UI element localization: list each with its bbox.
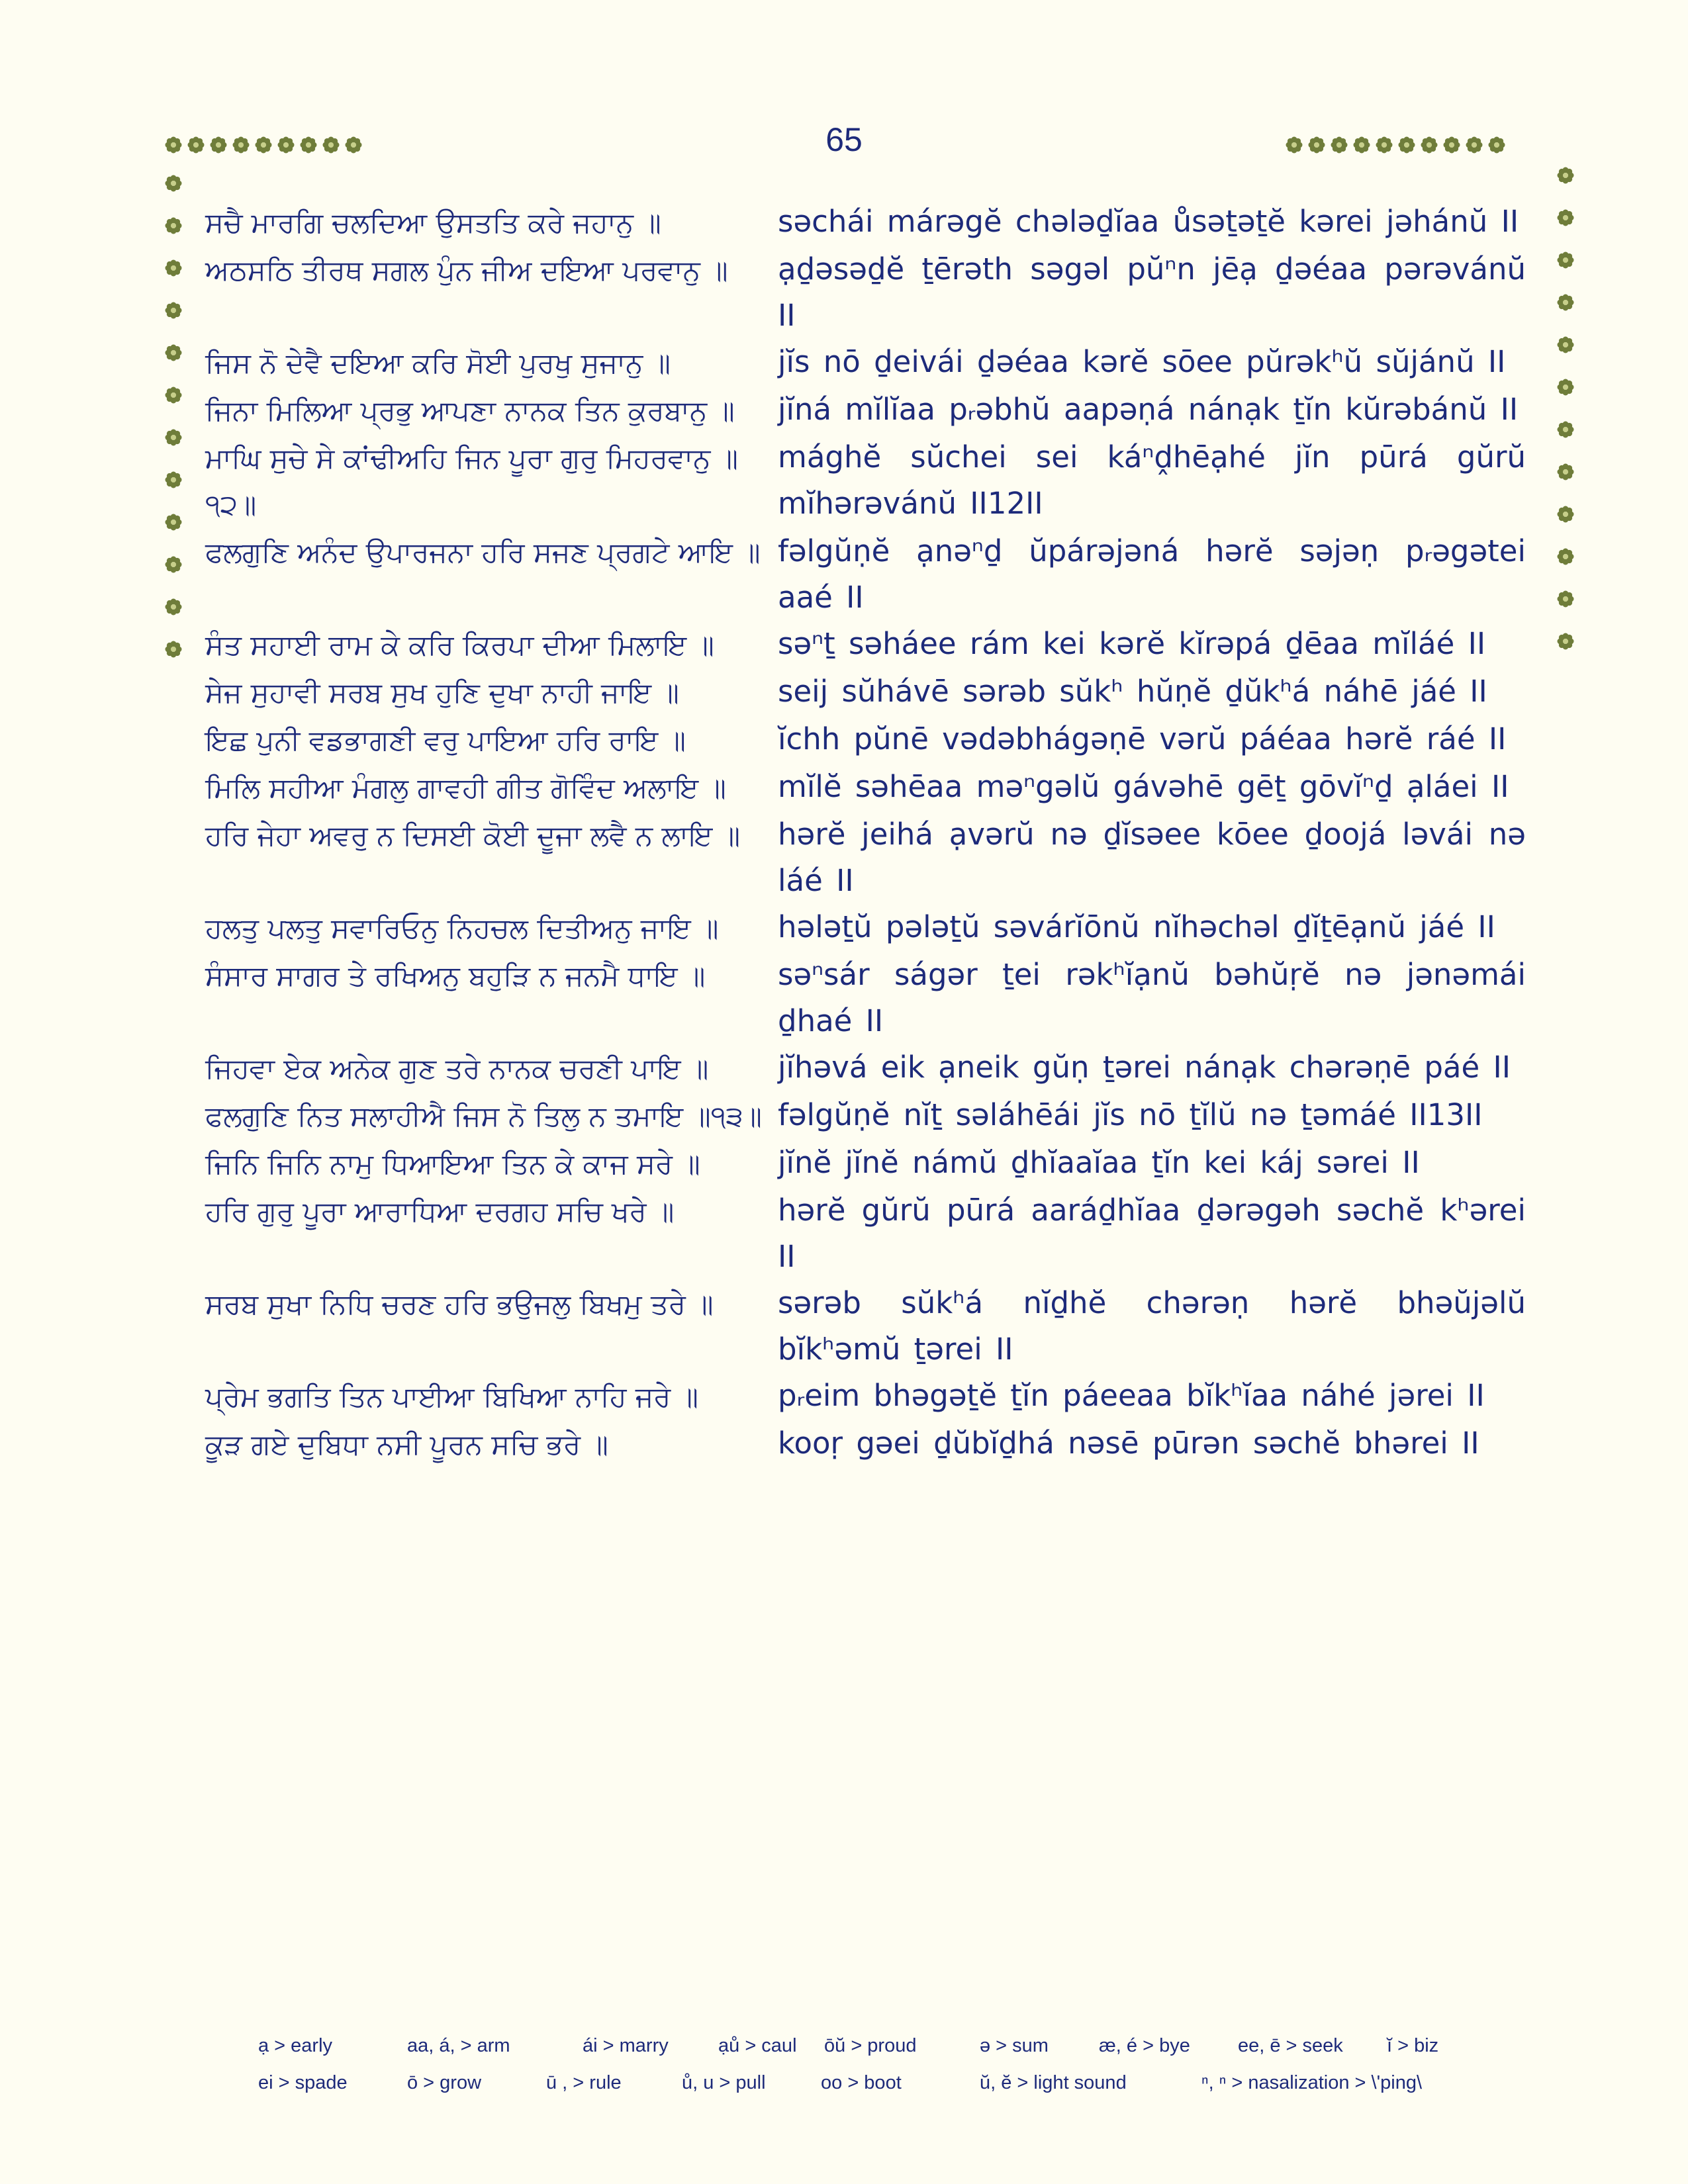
flower-ornament-icon — [1556, 504, 1575, 524]
flower-ornament-icon — [254, 135, 273, 155]
flower-ornament-icon — [164, 597, 183, 617]
legend-entry: ⁿ, ⁿ > nasalization > \'ping\ — [1201, 2072, 1423, 2093]
flower-ornament-icon — [1464, 135, 1484, 155]
verse-row — [205, 528, 1529, 621]
flower-ornament-icon — [1329, 135, 1349, 155]
flower-ornament-icon — [1556, 631, 1575, 651]
flower-ornament-icon — [299, 135, 318, 155]
verse-row — [205, 199, 1529, 246]
gurmukhi-line: ਫਲਗੁਣਿ ਨਿਤ ਸਲਾਹੀਐ ਜਿਸ ਨੋ ਤਿਲੁ ਨ ਤਮਾਇ ॥੧੩॥ — [205, 1100, 762, 1132]
verse-row — [205, 764, 1529, 811]
gurmukhi-line: ਪ੍ਰੇਮ ਭਗਤਿ ਤਿਨ ਪਾਈਆ ਬਿਖਿਆ ਨਾਹਿ ਜਰੇ ॥ — [205, 1381, 698, 1413]
flower-ornament-icon — [1556, 165, 1575, 185]
verse-row — [205, 387, 1529, 434]
transliteration-line: jĭhəvá eik ạneik gŭṇ ṯərei nánạk chərəṇē páé II — [778, 1050, 1511, 1085]
transliteration-line: sərəb sŭkʰá nĭḏhĕ chərəṇ hərĕ bhəŭjəlŭ bĭkʰəmŭ ṯərei II — [778, 1285, 1526, 1367]
gurmukhi-line: ਸੰਤ ਸਹਾਈ ਰਾਮ ਕੇ ਕਰਿ ਕਿਰਪਾ ਦੀਆ ਮਿਲਾਇ ॥ — [205, 629, 714, 661]
flower-ornament-icon — [164, 555, 183, 574]
gurmukhi-line: ਇਛ ਪੁਨੀ ਵਡਭਾਗਣੀ ਵਰੁ ਪਾਇਆ ਹਰਿ ਰਾਇ ॥ — [205, 724, 686, 756]
flower-ornament-icon — [1442, 135, 1462, 155]
flower-ornament-icon — [1556, 589, 1575, 609]
verse-row — [205, 716, 1529, 764]
gurmukhi-line: ਸੰਸਾਰ ਸਾਗਰ ਤੇ ਰਖਿਅਨੁ ਬਹੁੜਿ ਨ ਜਨਮੈ ਧਾਇ ॥ — [205, 960, 706, 992]
flower-ornament-icon — [1419, 135, 1439, 155]
legend-entry: ạů > caul — [718, 2035, 797, 2056]
flower-ornament-icon — [164, 300, 183, 320]
transliteration-line: pᵣeim bhəgəṯĕ ṯĭn páeeaa bĭkʰĭaa náhé jərei II — [778, 1378, 1485, 1413]
flower-ornament-icon — [1556, 250, 1575, 270]
verse-row — [205, 621, 1529, 668]
legend-entry: ū , > rule — [546, 2072, 622, 2093]
gurmukhi-line: ਫਲਗੁਣਿ ਅਨੰਦ ਉਪਾਰਜਨਾ ਹਰਿ ਸਜਣ ਪ੍ਰਗਟੇ ਆਇ ॥ — [205, 536, 761, 569]
flower-ornament-icon — [164, 173, 183, 193]
legend-entry: oo > boot — [821, 2072, 902, 2093]
flower-ornament-icon — [1352, 135, 1372, 155]
gurmukhi-line: ਜਿਸ ਨੋ ਦੇਵੈ ਦਇਆ ਕਰਿ ਸੋਈ ਪੁਰਖੁ ਸੁਜਾਨੁ ॥ — [205, 347, 671, 379]
legend-entry: ŭ, ĕ > light sound — [980, 2072, 1127, 2093]
gurmukhi-line: ਸਚੈ ਮਾਰਗਿ ਚਲਦਿਆ ਉਸਤਤਿ ਕਰੇ ਜਹਾਨੁ ॥ — [205, 206, 661, 239]
flower-ornament-icon — [164, 428, 183, 447]
flower-ornament-icon — [1374, 135, 1394, 155]
flower-ornament-icon — [321, 135, 341, 155]
verse-row — [205, 904, 1529, 952]
flower-ornament-icon — [164, 216, 183, 236]
gurmukhi-line: ਜਿਨਿ ਜਿਨਿ ਨਾਮੁ ਧਿਆਇਆ ਤਿਨ ਕੇ ਕਾਜ ਸਰੇ ॥ — [205, 1148, 700, 1180]
flower-ornament-icon — [1307, 135, 1327, 155]
flower-ornament-icon — [209, 135, 228, 155]
verse-row — [205, 246, 1529, 339]
legend-entry: ə > sum — [980, 2035, 1049, 2056]
gurmukhi-line: ਸਰਬ ਸੁਖਾ ਨਿਧਿ ਚਰਣ ਹਰਿ ਭਉਜਲੁ ਬਿਖਮੁ ਤਰੇ ॥ — [205, 1288, 714, 1320]
gurmukhi-line: ਕੂੜ ਗਏ ਦੁਬਿਧਾ ਨਸੀ ਪੂਰਨ ਸਚਿ ਭਰੇ ॥ — [205, 1428, 608, 1461]
gurmukhi-line: ਅਠਸਠਿ ਤੀਰਥ ਸਗਲ ਪੁੰਨ ਜੀਅ ਦਇਆ ਪਰਵਾਨੁ ॥ — [205, 254, 728, 287]
transliteration-line: fəlgŭṇĕ ạnəⁿḏ ŭpárəjəná hərĕ səjəṇ pᵣəgətei aaé II — [778, 533, 1526, 615]
flower-ornament-icon — [164, 343, 183, 363]
flower-ornament-icon — [1556, 420, 1575, 439]
gurmukhi-line: ਸੇਜ ਸੁਹਾਵੀ ਸਰਬ ਸੁਖ ਹੁਣਿ ਦੁਖਾ ਨਾਹੀ ਜਾਇ ॥ — [205, 676, 679, 709]
flower-ornament-icon — [1556, 208, 1575, 228]
flower-ornament-icon — [1556, 547, 1575, 567]
flower-ornament-icon — [1397, 135, 1417, 155]
gurmukhi-line: ਹਲਤੁ ਪਲਤੁ ਸਵਾਰਿਓਨੁ ਨਿਹਚਲ ਦਿਤੀਅਨੁ ਜਾਇ ॥ — [205, 912, 719, 944]
verse-row — [205, 339, 1529, 387]
flower-ornament-icon — [1556, 462, 1575, 482]
legend-entry: aa, á, > arm — [407, 2035, 510, 2056]
verse-row — [205, 1187, 1529, 1280]
legend-entry: ō > grow — [407, 2072, 482, 2093]
flower-ornament-icon — [1284, 135, 1304, 155]
gurmukhi-line: ਮਾਘਿ ਸੁਚੇ ਸੇ ਕਾਂਢੀਅਹਿ ਜਿਨ ਪੂਰਾ ਗੁਰੁ ਮਿਹਰਵਾਨੁ ॥੧੨॥ — [205, 442, 738, 521]
verse-row — [205, 1044, 1529, 1092]
verse-row — [205, 1092, 1529, 1140]
flower-ornament-icon — [164, 385, 183, 405]
transliteration-line: mĭlĕ səhēaa məⁿgəlŭ gávəhē gēṯ gōvĭⁿḏ ạláei II — [778, 769, 1509, 804]
transliteration-line: hərĕ jeihá ạvərŭ nə ḏĭsəee kōee ḏoojá ləvái nə láé II — [778, 817, 1526, 898]
flower-ornament-icon — [164, 135, 183, 155]
verse-row — [205, 1420, 1529, 1468]
gurmukhi-line: ਹਰਿ ਜੇਹਾ ਅਵਰੁ ਨ ਦਿਸਈ ਕੋਈ ਦੂਜਾ ਲਵੈ ਨ ਲਾਇ ॥ — [205, 819, 741, 852]
transliteration-line: kooṛ gəei ḏŭbĭḏhá nəsē pūrən səchĕ bhərei II — [778, 1426, 1479, 1461]
verse-row — [205, 811, 1529, 904]
flower-ornament-icon — [1556, 335, 1575, 355]
flower-ornament-icon — [344, 135, 363, 155]
verse-row — [205, 952, 1529, 1044]
transliteration-line: jĭnĕ jĭnĕ námŭ ḏhĭaaĭaa ṯĭn kei káj sərei II — [778, 1145, 1420, 1180]
flower-ornament-icon — [164, 470, 183, 490]
transliteration-line: ĭchh pŭnē vədəbhágəṇē vərŭ páéaa hərĕ ráé II — [778, 721, 1507, 756]
gurmukhi-line: ਜਿਹਵਾ ਏਕ ਅਨੇਕ ਗੁਣ ਤਰੇ ਨਾਨਕ ਚਰਣੀ ਪਾਇ ॥ — [205, 1052, 709, 1085]
transliteration-line: jĭs nō ḏeivái ḏəéaa kərĕ sōee pŭrəkʰŭ sŭjánŭ II — [778, 344, 1506, 379]
flower-ornament-icon — [276, 135, 296, 155]
legend-entry: æ, é > bye — [1099, 2035, 1190, 2056]
legend-entry: ōŭ > proud — [824, 2035, 917, 2056]
legend-entry: ů, u > pull — [682, 2072, 766, 2093]
verse-row — [205, 1373, 1529, 1420]
verse-row — [205, 1140, 1529, 1187]
gurmukhi-line: ਮਿਲਿ ਸਹੀਆ ਮੰਗਲੁ ਗਾਵਹੀ ਗੀਤ ਗੋਵਿੰਦ ਅਲਾਇ ॥ — [205, 772, 726, 804]
verse-row — [205, 668, 1529, 716]
transliteration-line: jĭná mĭlĭaa pᵣəbhŭ aapəṇá nánạk ṯĭn kŭrəbánŭ II — [778, 392, 1519, 427]
flower-ornament-icon — [231, 135, 251, 155]
legend-entry: ạ > early — [258, 2035, 333, 2056]
gurmukhi-line: ਜਿਨਾ ਮਿਲਿਆ ਪ੍ਰਭੁ ਆਪਣਾ ਨਾਨਕ ਤਿਨ ਕੁਰਬਾਨੁ ॥ — [205, 394, 735, 427]
transliteration-line: seij sŭhávē sərəb sŭkʰ hŭṇĕ ḏŭkʰá náhē jáé II — [778, 674, 1487, 709]
legend-entry: ee, ē > seek — [1238, 2035, 1343, 2056]
verse-row — [205, 1280, 1529, 1373]
flower-ornament-icon — [164, 512, 183, 532]
transliteration-line: ạḏəsəḏĕ ṯērəth səgəl pŭⁿn jēạ ḏəéaa pərəvánŭ II — [778, 251, 1526, 333]
legend-entry: ei > spade — [258, 2072, 348, 2093]
transliteration-line: səⁿṯ səháee rám kei kərĕ kĭrəpá ḏēaa mĭláé II — [778, 626, 1486, 661]
transliteration-line: hərĕ gŭrŭ pūrá aaráḏhĭaa ḏərəgəh səchĕ kʰərei II — [778, 1193, 1526, 1274]
legend-entry: ái > marry — [583, 2035, 669, 2056]
legend-entry: ĭ > biz — [1387, 2035, 1439, 2056]
verse-table — [205, 199, 1529, 1468]
flower-ornament-icon — [164, 639, 183, 659]
flower-ornament-icon — [186, 135, 206, 155]
transliteration-line: fəlgŭṇĕ nĭṯ səláhēái jĭs nō ṯĭlŭ nə ṯəmáé II13II — [778, 1097, 1483, 1132]
flower-ornament-icon — [1487, 135, 1507, 155]
gurmukhi-line: ਹਰਿ ਗੁਰੁ ਪੂਰਾ ਆਰਾਧਿਆ ਦਰਗਹ ਸਚਿ ਖਰੇ ॥ — [205, 1195, 675, 1228]
transliteration-line: səchái márəgĕ chələḏĭaa ůsəṯəṯĕ kərei jəhánŭ II — [778, 204, 1519, 239]
transliteration-line: mághĕ sŭchei sei káⁿḓhēạhé jĭn pūrá gŭrŭ mĭhərəvánŭ II12II — [778, 439, 1526, 521]
page-number: 65 — [825, 121, 863, 158]
transliteration-line: səⁿsár ságər ṯei rəkʰĭạnŭ bəhŭṛĕ nə jənəmái ḏhaé II — [778, 957, 1526, 1038]
flower-ornament-icon — [1556, 377, 1575, 397]
flower-ornament-icon — [1556, 293, 1575, 312]
verse-row — [205, 434, 1529, 528]
flower-ornament-icon — [164, 258, 183, 278]
transliteration-line: hələṯŭ pələṯŭ səvárĭōnŭ nĭhəchəl ḏĭṯēạnŭ jáé II — [778, 909, 1495, 944]
